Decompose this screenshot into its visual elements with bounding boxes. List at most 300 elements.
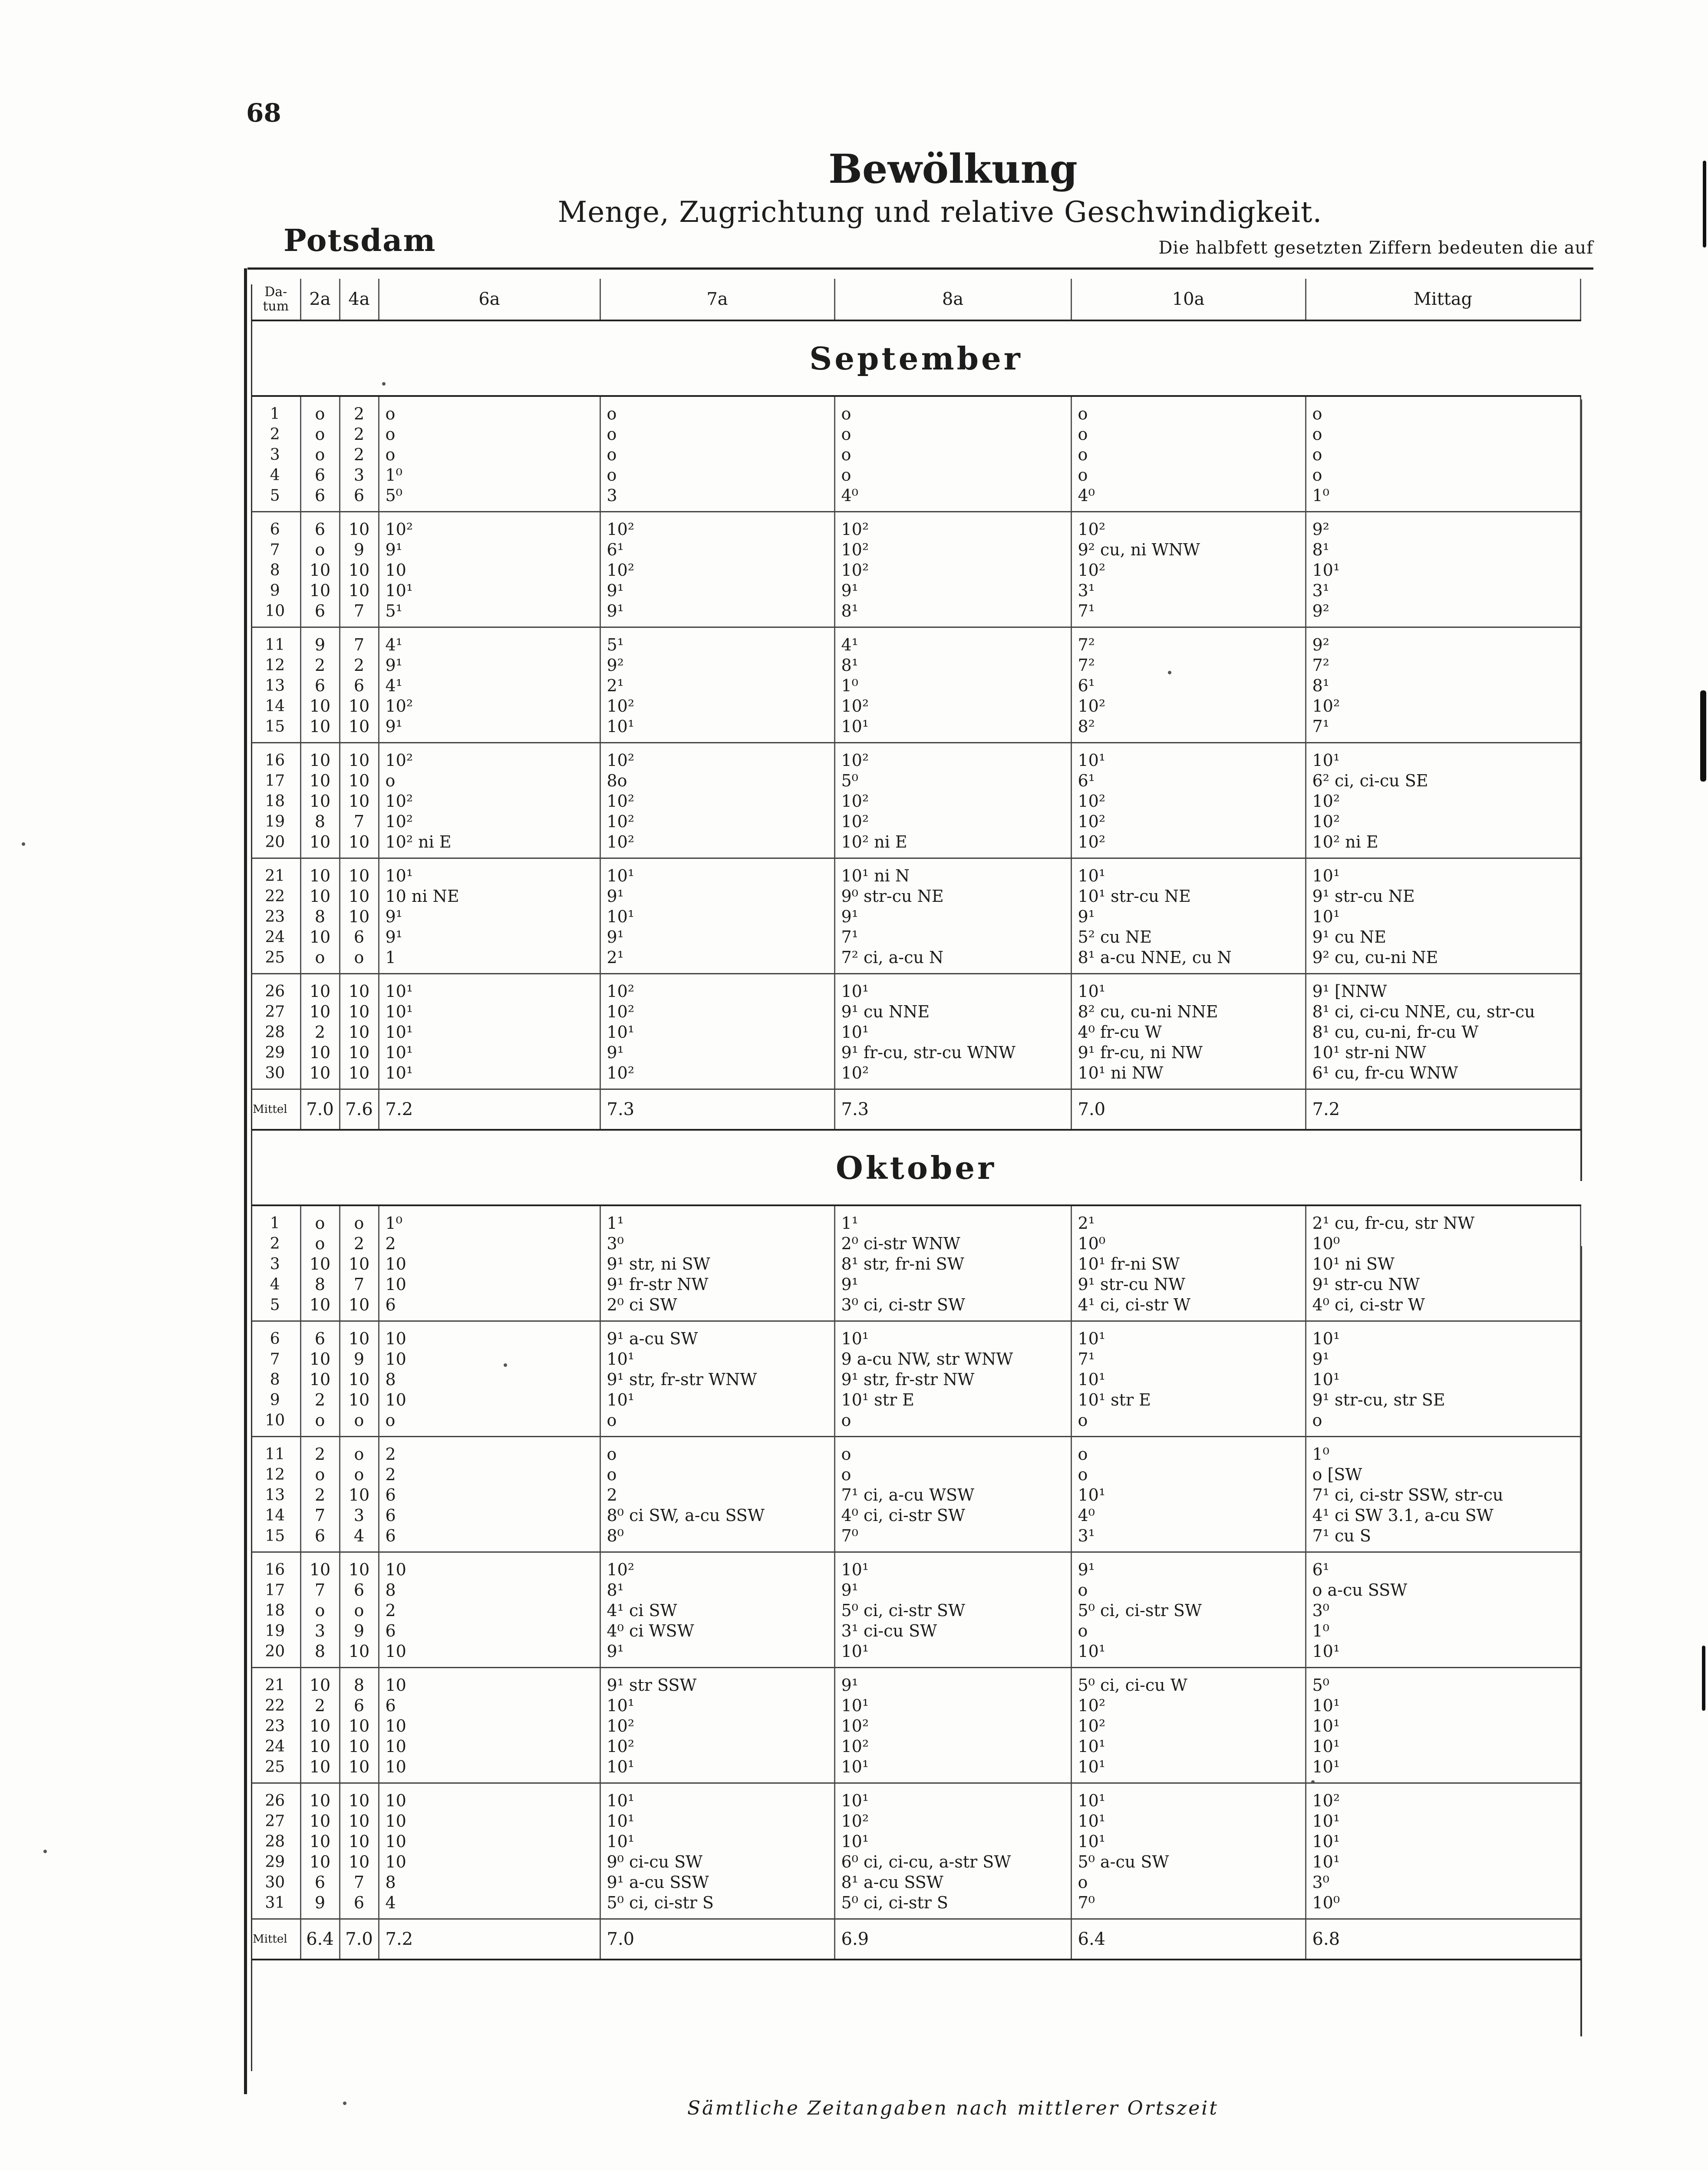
cell-2a: 10 [300,1831,340,1852]
cell-mittag: 10² [1306,791,1580,812]
cell-mittag: 9¹ str-cu NE [1306,886,1580,907]
cell-10a: 5⁰ ci, ci-str SW [1071,1600,1306,1621]
cell-8a: 10¹ [834,974,1071,1002]
cell-6a: o [379,445,600,465]
cell-6a: 10¹ [379,1002,600,1022]
cell-2a: 10 [300,927,340,947]
cell-mittag: 9¹ cu NE [1306,927,1580,947]
table-row [252,1600,1580,1621]
cell-4a: 2 [340,396,379,424]
cell-8a: 1¹ [834,1205,1071,1234]
cell-2a: 10 [300,1716,340,1736]
cell-datum: 26 [252,1783,300,1811]
cell-mittag: 10¹ [1306,1736,1580,1757]
cell-7a: 9² [600,655,834,676]
cell-datum: 10 [252,1410,300,1437]
cell-10a: o [1071,1621,1306,1641]
cell-10a: 10¹ [1071,743,1306,771]
cell-mittag: 10¹ [1306,1831,1580,1852]
cell-2a: 6 [300,676,340,696]
table-row [252,1465,1580,1485]
cell-7a: o [600,1437,834,1465]
cell-2a: 8 [300,907,340,927]
month-heading: Oktober [252,1130,1580,1205]
mittel-row [252,1919,1580,1960]
cell-2a: 10 [300,1783,340,1811]
cell-mittag: 9¹ [NNW [1306,974,1580,1002]
cell-10a: 2¹ [1071,1205,1306,1234]
cell-7a: 9⁰ ci-cu SW [600,1852,834,1872]
cell-7a: 5⁰ ci, ci-str S [600,1893,834,1919]
cell-2a: 10 [300,832,340,858]
cell-6a: 5¹ [379,601,600,627]
mittel-2a: 6.4 [300,1919,340,1960]
column-header-datum: Da- tum [252,279,300,320]
table-row [252,512,1580,540]
mittel-10a: 6.4 [1071,1919,1306,1960]
table-row [252,1852,1580,1872]
cell-6a: 10 [379,1254,600,1274]
cell-2a: o [300,540,340,560]
cell-datum: 22 [252,1696,300,1716]
cell-6a: 1⁰ [379,465,600,485]
cell-2a: 2 [300,1485,340,1505]
table-row [252,1526,1580,1552]
cell-datum: 25 [252,1757,300,1783]
cell-8a: 8¹ [834,601,1071,627]
cell-8a: 10¹ [834,716,1071,743]
cell-mittag: o a-cu SSW [1306,1580,1580,1600]
cell-mittag: o [1306,445,1580,465]
page-number: 68 [246,98,281,128]
table-row [252,1552,1580,1580]
mittel-7a: 7.3 [600,1089,834,1130]
cell-6a: 10 [379,1811,600,1831]
cell-datum: 19 [252,812,300,832]
column-header-8a: 8a [834,279,1071,320]
cell-10a: 4⁰ fr-cu W [1071,1022,1306,1043]
cell-4a: o [340,1465,379,1485]
cell-8a: 10² [834,1736,1071,1757]
cell-mittag: 3⁰ [1306,1600,1580,1621]
table-row [252,540,1580,560]
cell-4a: o [340,947,379,974]
cell-datum: 21 [252,1668,300,1696]
cell-8a: 9¹ [834,1668,1071,1696]
cell-8a: o [834,465,1071,485]
cell-6a: 4¹ [379,676,600,696]
cell-2a: 2 [300,1696,340,1716]
cell-2a: 10 [300,1349,340,1369]
cell-7a: 10² [600,1716,834,1736]
cell-datum: 1 [252,396,300,424]
cell-10a: 10¹ [1071,1736,1306,1757]
cell-2a: 10 [300,974,340,1002]
cell-10a: 4⁰ [1071,1505,1306,1526]
table-row [252,1505,1580,1526]
column-header-4a: 4a [340,279,379,320]
cell-10a: 4⁰ [1071,485,1306,512]
table-row [252,1205,1580,1234]
cell-8a: 10¹ str E [834,1390,1071,1410]
cell-10a: 9¹ str-cu NW [1071,1274,1306,1295]
cell-4a: o [340,1600,379,1621]
cell-2a: 6 [300,512,340,540]
table-row [252,812,1580,832]
table-row [252,696,1580,716]
cell-8a: 7¹ [834,927,1071,947]
cell-2a: 10 [300,743,340,771]
mittel-4a: 7.6 [340,1089,379,1130]
cell-4a: 6 [340,485,379,512]
cell-6a: 10 [379,1641,600,1668]
cloud-observation-table [252,279,1581,1960]
cell-6a: 4¹ [379,627,600,656]
cell-2a: o [300,1234,340,1254]
table-row [252,947,1580,974]
cell-8a: 10² [834,540,1071,560]
mittel-label: Mittel [252,1089,300,1130]
cell-8a: 9¹ [834,1274,1071,1295]
cell-mittag: 9¹ str-cu NW [1306,1274,1580,1295]
cell-2a: o [300,396,340,424]
cell-mittag: 10¹ ni SW [1306,1254,1580,1274]
cell-7a: 10² [600,832,834,858]
cell-8a: 7⁰ [834,1526,1071,1552]
cell-7a: 2¹ [600,947,834,974]
cell-6a: 8 [379,1872,600,1893]
mittel-row [252,1089,1580,1130]
cell-10a: 10² [1071,791,1306,812]
cell-10a: 10² [1071,560,1306,581]
mittel-8a: 6.9 [834,1919,1071,1960]
table-row [252,627,1580,656]
cell-8a: o [834,1465,1071,1485]
cell-datum: 29 [252,1043,300,1063]
cell-8a: 10¹ [834,1022,1071,1043]
cell-7a: 4¹ ci SW [600,1600,834,1621]
cell-mittag: 10¹ [1306,560,1580,581]
table-row [252,1437,1580,1465]
cell-mittag: 8¹ ci, ci-cu NNE, cu, str-cu [1306,1002,1580,1022]
cell-7a: 9¹ str, fr-str WNW [600,1369,834,1390]
cell-4a: 2 [340,655,379,676]
cell-10a: 10¹ [1071,974,1306,1002]
column-header-7a: 7a [600,279,834,320]
cell-6a: 10² [379,743,600,771]
cell-6a: 10¹ [379,974,600,1002]
cell-4a: 6 [340,676,379,696]
cell-4a: 10 [340,1002,379,1022]
cell-10a: 3¹ [1071,1526,1306,1552]
table-row [252,716,1580,743]
cell-4a: 10 [340,581,379,601]
cell-2a: 8 [300,1641,340,1668]
cell-10a: o [1071,465,1306,485]
cell-mittag: 10¹ [1306,1757,1580,1783]
cell-mittag: 2¹ cu, fr-cu, str NW [1306,1205,1580,1234]
cell-7a: 9¹ [600,927,834,947]
cell-datum: 29 [252,1852,300,1872]
cell-2a: o [300,1465,340,1485]
mittel-mittag: 6.8 [1306,1919,1580,1960]
cell-6a: 10 [379,1716,600,1736]
cell-2a: 10 [300,1063,340,1089]
cell-6a: 10 [379,1321,600,1349]
cell-4a: 9 [340,540,379,560]
cell-8a: 7¹ ci, a-cu WSW [834,1485,1071,1505]
cell-2a: 7 [300,1505,340,1526]
cloud-table-container [252,279,1580,1960]
table-row [252,1043,1580,1063]
cell-4a: 6 [340,1696,379,1716]
table-row [252,1369,1580,1390]
cell-10a: 10¹ [1071,1757,1306,1783]
cell-8a: 10² [834,743,1071,771]
cell-6a: 10 [379,560,600,581]
cell-6a: 10 [379,1390,600,1410]
cell-10a: 10¹ [1071,1783,1306,1811]
cell-datum: 19 [252,1621,300,1641]
cell-7a: o [600,1465,834,1485]
cell-10a: 7² [1071,627,1306,656]
cell-datum: 17 [252,1580,300,1600]
month-heading-row [252,320,1580,396]
table-row [252,1410,1580,1437]
table-row [252,676,1580,696]
cell-6a: 6 [379,1526,600,1552]
cell-7a: 10¹ [600,1811,834,1831]
cell-2a: 10 [300,886,340,907]
cell-7a: 8⁰ [600,1526,834,1552]
table-row [252,1274,1580,1295]
cell-2a: 2 [300,1437,340,1465]
cell-8a: 9⁰ str-cu NE [834,886,1071,907]
cell-datum: 14 [252,1505,300,1526]
cell-7a: 8¹ [600,1580,834,1600]
table-row [252,1641,1580,1668]
cell-8a: o [834,1410,1071,1437]
cell-2a: 10 [300,696,340,716]
table-row [252,1716,1580,1736]
cell-10a: 10¹ [1071,1811,1306,1831]
cell-mittag: 10¹ [1306,907,1580,927]
cell-mittag: 3¹ [1306,581,1580,601]
page-title: Bewölkung [828,145,1078,192]
cell-8a: 9¹ cu NNE [834,1002,1071,1022]
cell-4a: 10 [340,886,379,907]
cell-datum: 13 [252,1485,300,1505]
cell-6a: 10² [379,812,600,832]
cell-7a: 10¹ [600,1757,834,1783]
table-row [252,560,1580,581]
cell-datum: 15 [252,716,300,743]
cell-mittag: o [1306,396,1580,424]
cell-7a: 10² [600,974,834,1002]
cell-7a: 10¹ [600,858,834,887]
left-rule [244,268,247,2094]
cell-6a: 10 [379,1831,600,1852]
table-row [252,1736,1580,1757]
cell-mittag: 10¹ str-ni NW [1306,1043,1580,1063]
table-row [252,1872,1580,1893]
cell-4a: 10 [340,1552,379,1580]
cell-2a: 10 [300,1002,340,1022]
cell-10a: 6¹ [1071,676,1306,696]
cell-10a: 10¹ ni NW [1071,1063,1306,1089]
table-row [252,1485,1580,1505]
cell-8a: 10² [834,696,1071,716]
cell-10a: 7¹ [1071,601,1306,627]
cell-mittag: 9² [1306,512,1580,540]
table-row [252,396,1580,424]
table-row [252,1254,1580,1274]
cell-4a: 10 [340,716,379,743]
cell-7a: 2 [600,1485,834,1505]
mittel-2a: 7.0 [300,1089,340,1130]
cell-8a: 10¹ [834,1757,1071,1783]
table-row [252,858,1580,887]
mittel-7a: 7.0 [600,1919,834,1960]
cell-8a: 8¹ str, fr-ni SW [834,1254,1071,1274]
cell-4a: 2 [340,1234,379,1254]
cell-4a: 6 [340,1893,379,1919]
scan-edge-mark [1700,690,1706,782]
cell-datum: 3 [252,445,300,465]
cell-7a: 9¹ str SSW [600,1668,834,1696]
cell-datum: 5 [252,1295,300,1321]
table-row [252,1893,1580,1919]
cell-4a: 10 [340,512,379,540]
month-heading-row [252,1130,1580,1205]
mittel-6a: 7.2 [379,1089,600,1130]
month-heading: September [252,320,1580,396]
cell-datum: 30 [252,1063,300,1089]
cell-datum: 20 [252,1641,300,1668]
mittel-6a: 7.2 [379,1919,600,1960]
cell-2a: 6 [300,601,340,627]
cell-datum: 17 [252,771,300,791]
cell-8a: o [834,1437,1071,1465]
cell-7a: 9¹ [600,601,834,627]
cell-7a: 9¹ a-cu SSW [600,1872,834,1893]
cell-mittag: 10¹ [1306,1811,1580,1831]
cell-6a: 9¹ [379,655,600,676]
cell-8a: 10¹ [834,1321,1071,1349]
cell-8a: 8¹ a-cu SSW [834,1872,1071,1893]
table-row [252,1757,1580,1783]
cell-4a: o [340,1205,379,1234]
cell-2a: 10 [300,1043,340,1063]
table-row [252,927,1580,947]
cell-mittag: 3⁰ [1306,1872,1580,1893]
cell-2a: 10 [300,1668,340,1696]
cell-4a: 10 [340,1369,379,1390]
cell-10a: 9¹ [1071,1552,1306,1580]
column-header-2a: 2a [300,279,340,320]
cell-4a: 10 [340,1852,379,1872]
cell-7a: 1¹ [600,1205,834,1234]
cell-mittag: 10¹ [1306,858,1580,887]
cell-10a: 5⁰ a-cu SW [1071,1852,1306,1872]
column-header-10a: 10a [1071,279,1306,320]
cell-datum: 3 [252,1254,300,1274]
cell-10a: 10⁰ [1071,1234,1306,1254]
cell-8a: 4⁰ ci, ci-str SW [834,1505,1071,1526]
cell-2a: 6 [300,1872,340,1893]
cell-mittag: o [1306,465,1580,485]
cell-2a: o [300,1205,340,1234]
cell-6a: 10² [379,696,600,716]
cell-7a: 8o [600,771,834,791]
cell-4a: 10 [340,743,379,771]
cell-4a: 2 [340,445,379,465]
cell-datum: 9 [252,581,300,601]
cell-2a: 2 [300,1390,340,1410]
table-row [252,1063,1580,1089]
cell-datum: 5 [252,485,300,512]
cell-mittag: 7¹ cu S [1306,1526,1580,1552]
cell-mittag: 10⁰ [1306,1893,1580,1919]
cell-10a: 10¹ str-cu NE [1071,886,1306,907]
cell-mittag: 10¹ [1306,1716,1580,1736]
cell-datum: 27 [252,1811,300,1831]
table-row [252,1002,1580,1022]
cell-datum: 6 [252,1321,300,1349]
cell-2a: o [300,424,340,445]
cell-7a: o [600,396,834,424]
cell-6a: 10¹ [379,1043,600,1063]
cell-mittag: 10² [1306,812,1580,832]
cell-10a: 10¹ [1071,1369,1306,1390]
cell-10a: o [1071,1580,1306,1600]
cell-8a: 10¹ [834,1831,1071,1852]
cell-datum: 16 [252,743,300,771]
cell-10a: 7¹ [1071,1349,1306,1369]
scan-edge-mark [1702,1646,1705,1711]
cell-2a: 10 [300,771,340,791]
cell-8a: 6⁰ ci, ci-cu, a-str SW [834,1852,1071,1872]
cell-8a: 10² [834,512,1071,540]
table-row [252,581,1580,601]
cell-8a: 4⁰ [834,485,1071,512]
cell-datum: 21 [252,858,300,887]
cell-7a: 3⁰ [600,1234,834,1254]
cell-8a: 3¹ ci-cu SW [834,1621,1071,1641]
cell-datum: 4 [252,465,300,485]
table-row [252,1022,1580,1043]
cell-10a: 7² [1071,655,1306,676]
cell-10a: 10² [1071,812,1306,832]
cell-8a: 1⁰ [834,676,1071,696]
cell-6a: o [379,424,600,445]
cell-6a: 8 [379,1580,600,1600]
cell-4a: 10 [340,1757,379,1783]
cell-4a: 10 [340,974,379,1002]
cell-datum: 2 [252,1234,300,1254]
cell-10a: 10¹ [1071,1831,1306,1852]
cell-10a: 10¹ str E [1071,1390,1306,1410]
cell-mittag: 10² ni E [1306,832,1580,858]
cell-6a: 2 [379,1465,600,1485]
cell-7a: 10² [600,512,834,540]
cell-10a: 9¹ fr-cu, ni NW [1071,1043,1306,1063]
cell-6a: 10¹ [379,1022,600,1043]
cell-4a: 10 [340,858,379,887]
cell-7a: 10¹ [600,716,834,743]
cell-8a: 9 a-cu NW, str WNW [834,1349,1071,1369]
cell-7a: 10¹ [600,907,834,927]
